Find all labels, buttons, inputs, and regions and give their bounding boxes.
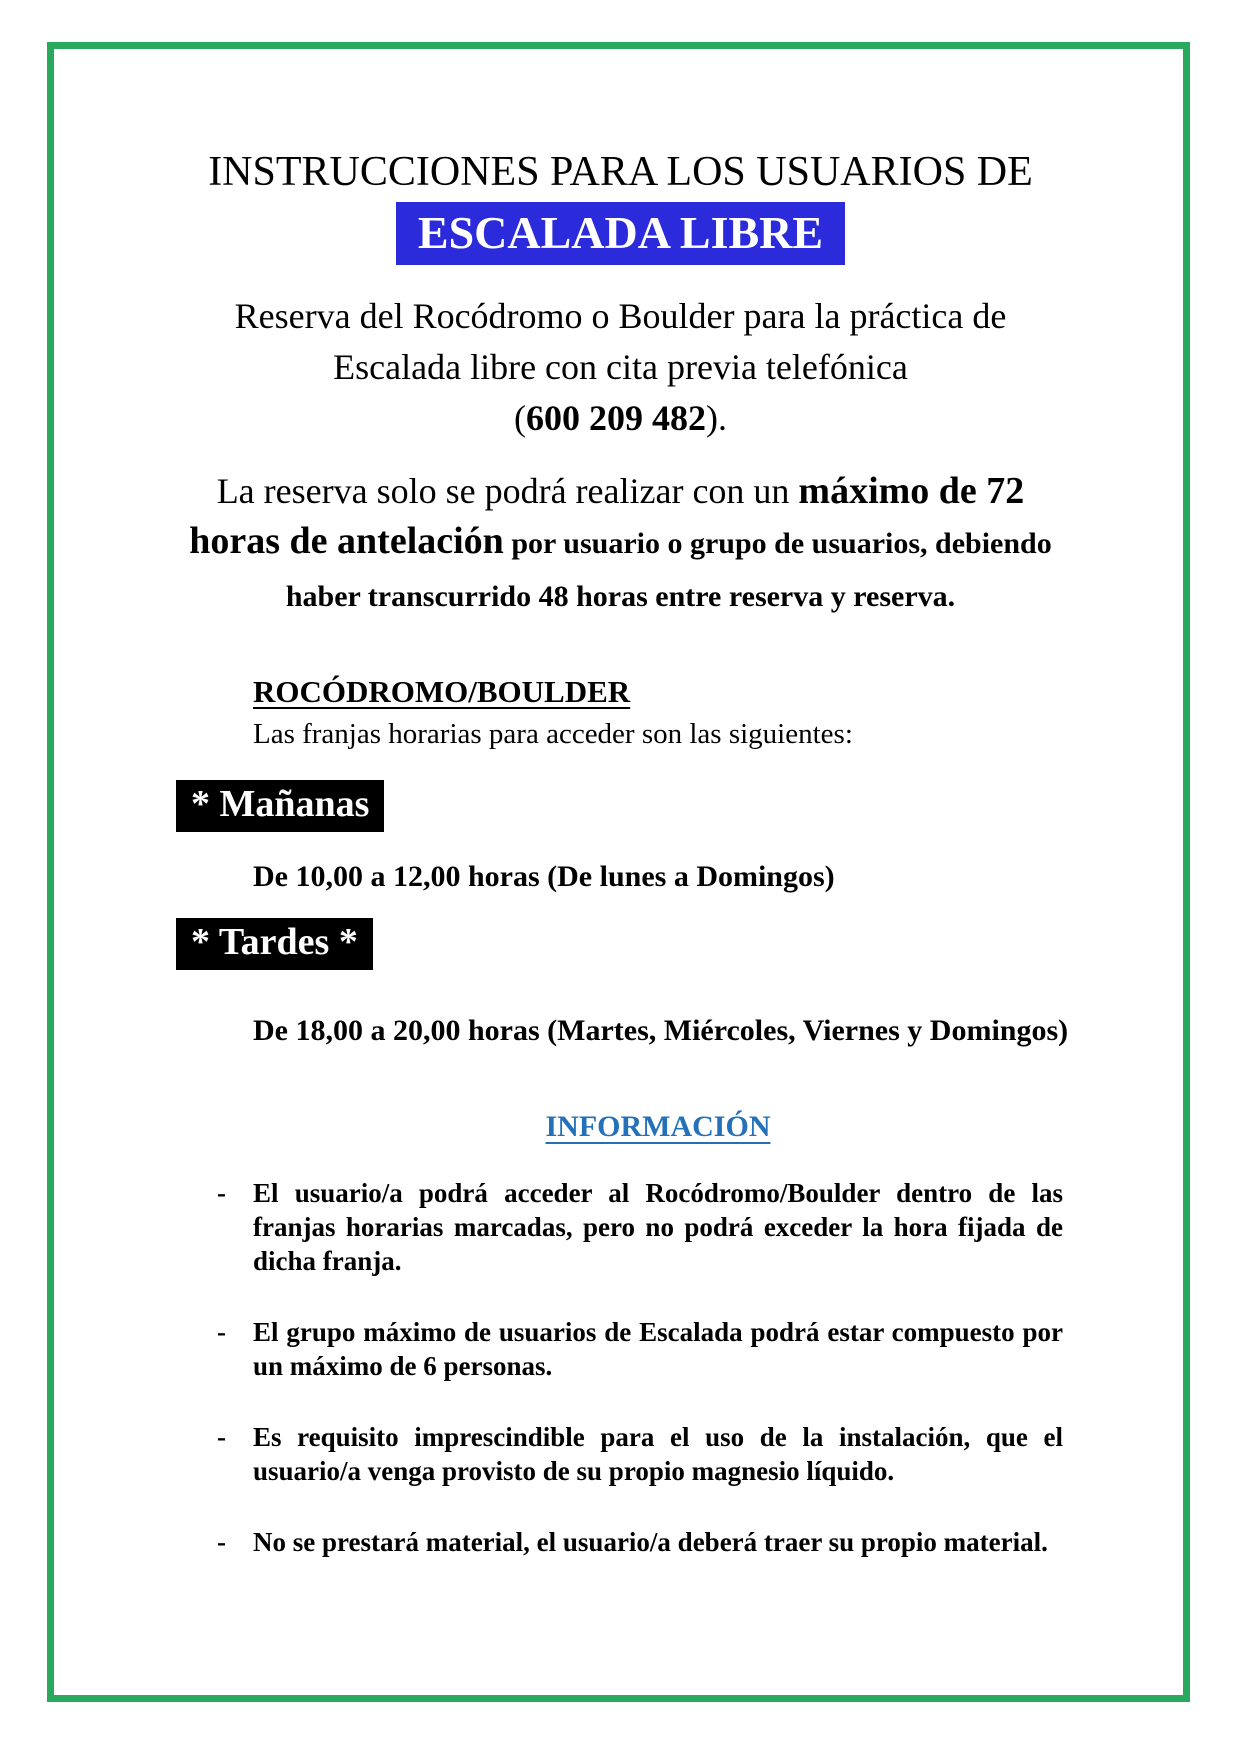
phone-prefix: ( — [514, 398, 526, 439]
list-item-text: No se prestará material, el usuario/a deberá traer su propio material. — [253, 1527, 1048, 1558]
phone-number: 600 209 482 — [526, 398, 706, 439]
list-item — [217, 1176, 1063, 1278]
evening-badge: * Tardes * — [176, 918, 373, 970]
list-item-text: El usuario/a podrá acceder al Rocódromo/Boulder dentro de las franjas horarias marcadas, pero no podrá exceder la hora fijada de dicha franja. — [253, 1178, 1063, 1277]
page-title: INSTRUCCIONES PARA LOS USUARIOS DE — [208, 149, 1033, 195]
morning-hours: De 10,00 a 12,00 horas (De lunes a Domingos) — [253, 860, 835, 894]
reservation-bold-large-text: máximo de 72 horas de antelación — [189, 470, 1025, 563]
evening-hours: De 18,00 a 20,00 horas (Martes, Miércoles, Viernes y Domingos) — [253, 1014, 1069, 1048]
reservation-regular-text: La reserva solo se podrá realizar con un — [216, 471, 799, 512]
list-item — [217, 1525, 1063, 1559]
section-subtitle: Las franjas horarias para acceder son las siguientes: — [253, 718, 853, 751]
list-item — [217, 1315, 1063, 1383]
reservation-bold-small-text-1: por usuario o grupo de usuarios, — [503, 527, 936, 561]
information-list — [217, 1176, 1063, 1559]
bullet-marker: - — [217, 1178, 226, 1209]
bullet-marker: - — [217, 1527, 226, 1558]
reservation-bold-small-text-2: debiendo haber transcurrido 48 horas entre reserva y reserva. — [285, 527, 1052, 614]
intro-paragraph — [0, 291, 1241, 444]
phone-suffix: ). — [706, 398, 727, 439]
morning-badge-row — [176, 780, 1241, 832]
information-heading: INFORMACIÓN — [545, 1110, 771, 1144]
evening-badge-row — [176, 918, 1241, 970]
highlighted-title: ESCALADA LIBRE — [396, 202, 845, 265]
reservation-paragraph — [181, 466, 1061, 622]
list-item — [217, 1420, 1063, 1488]
bullet-marker: - — [217, 1422, 226, 1453]
intro-line-1: Reserva del Rocódromo o Boulder para la práctica de — [234, 296, 1007, 337]
list-item-text: El grupo máximo de usuarios de Escalada podrá estar compuesto por un máximo de 6 personas. — [253, 1317, 1063, 1382]
list-item-text: Es requisito imprescindible para el uso de la instalación, que el usuario/a venga provisto de su propio magnesio líquido. — [253, 1422, 1063, 1487]
section-heading: ROCÓDROMO/BOULDER — [253, 674, 631, 710]
intro-line-2: Escalada libre con cita previa telefónica — [333, 347, 908, 388]
banner-row — [0, 202, 1241, 265]
bullet-marker: - — [217, 1317, 226, 1348]
morning-badge: * Mañanas — [176, 780, 384, 832]
